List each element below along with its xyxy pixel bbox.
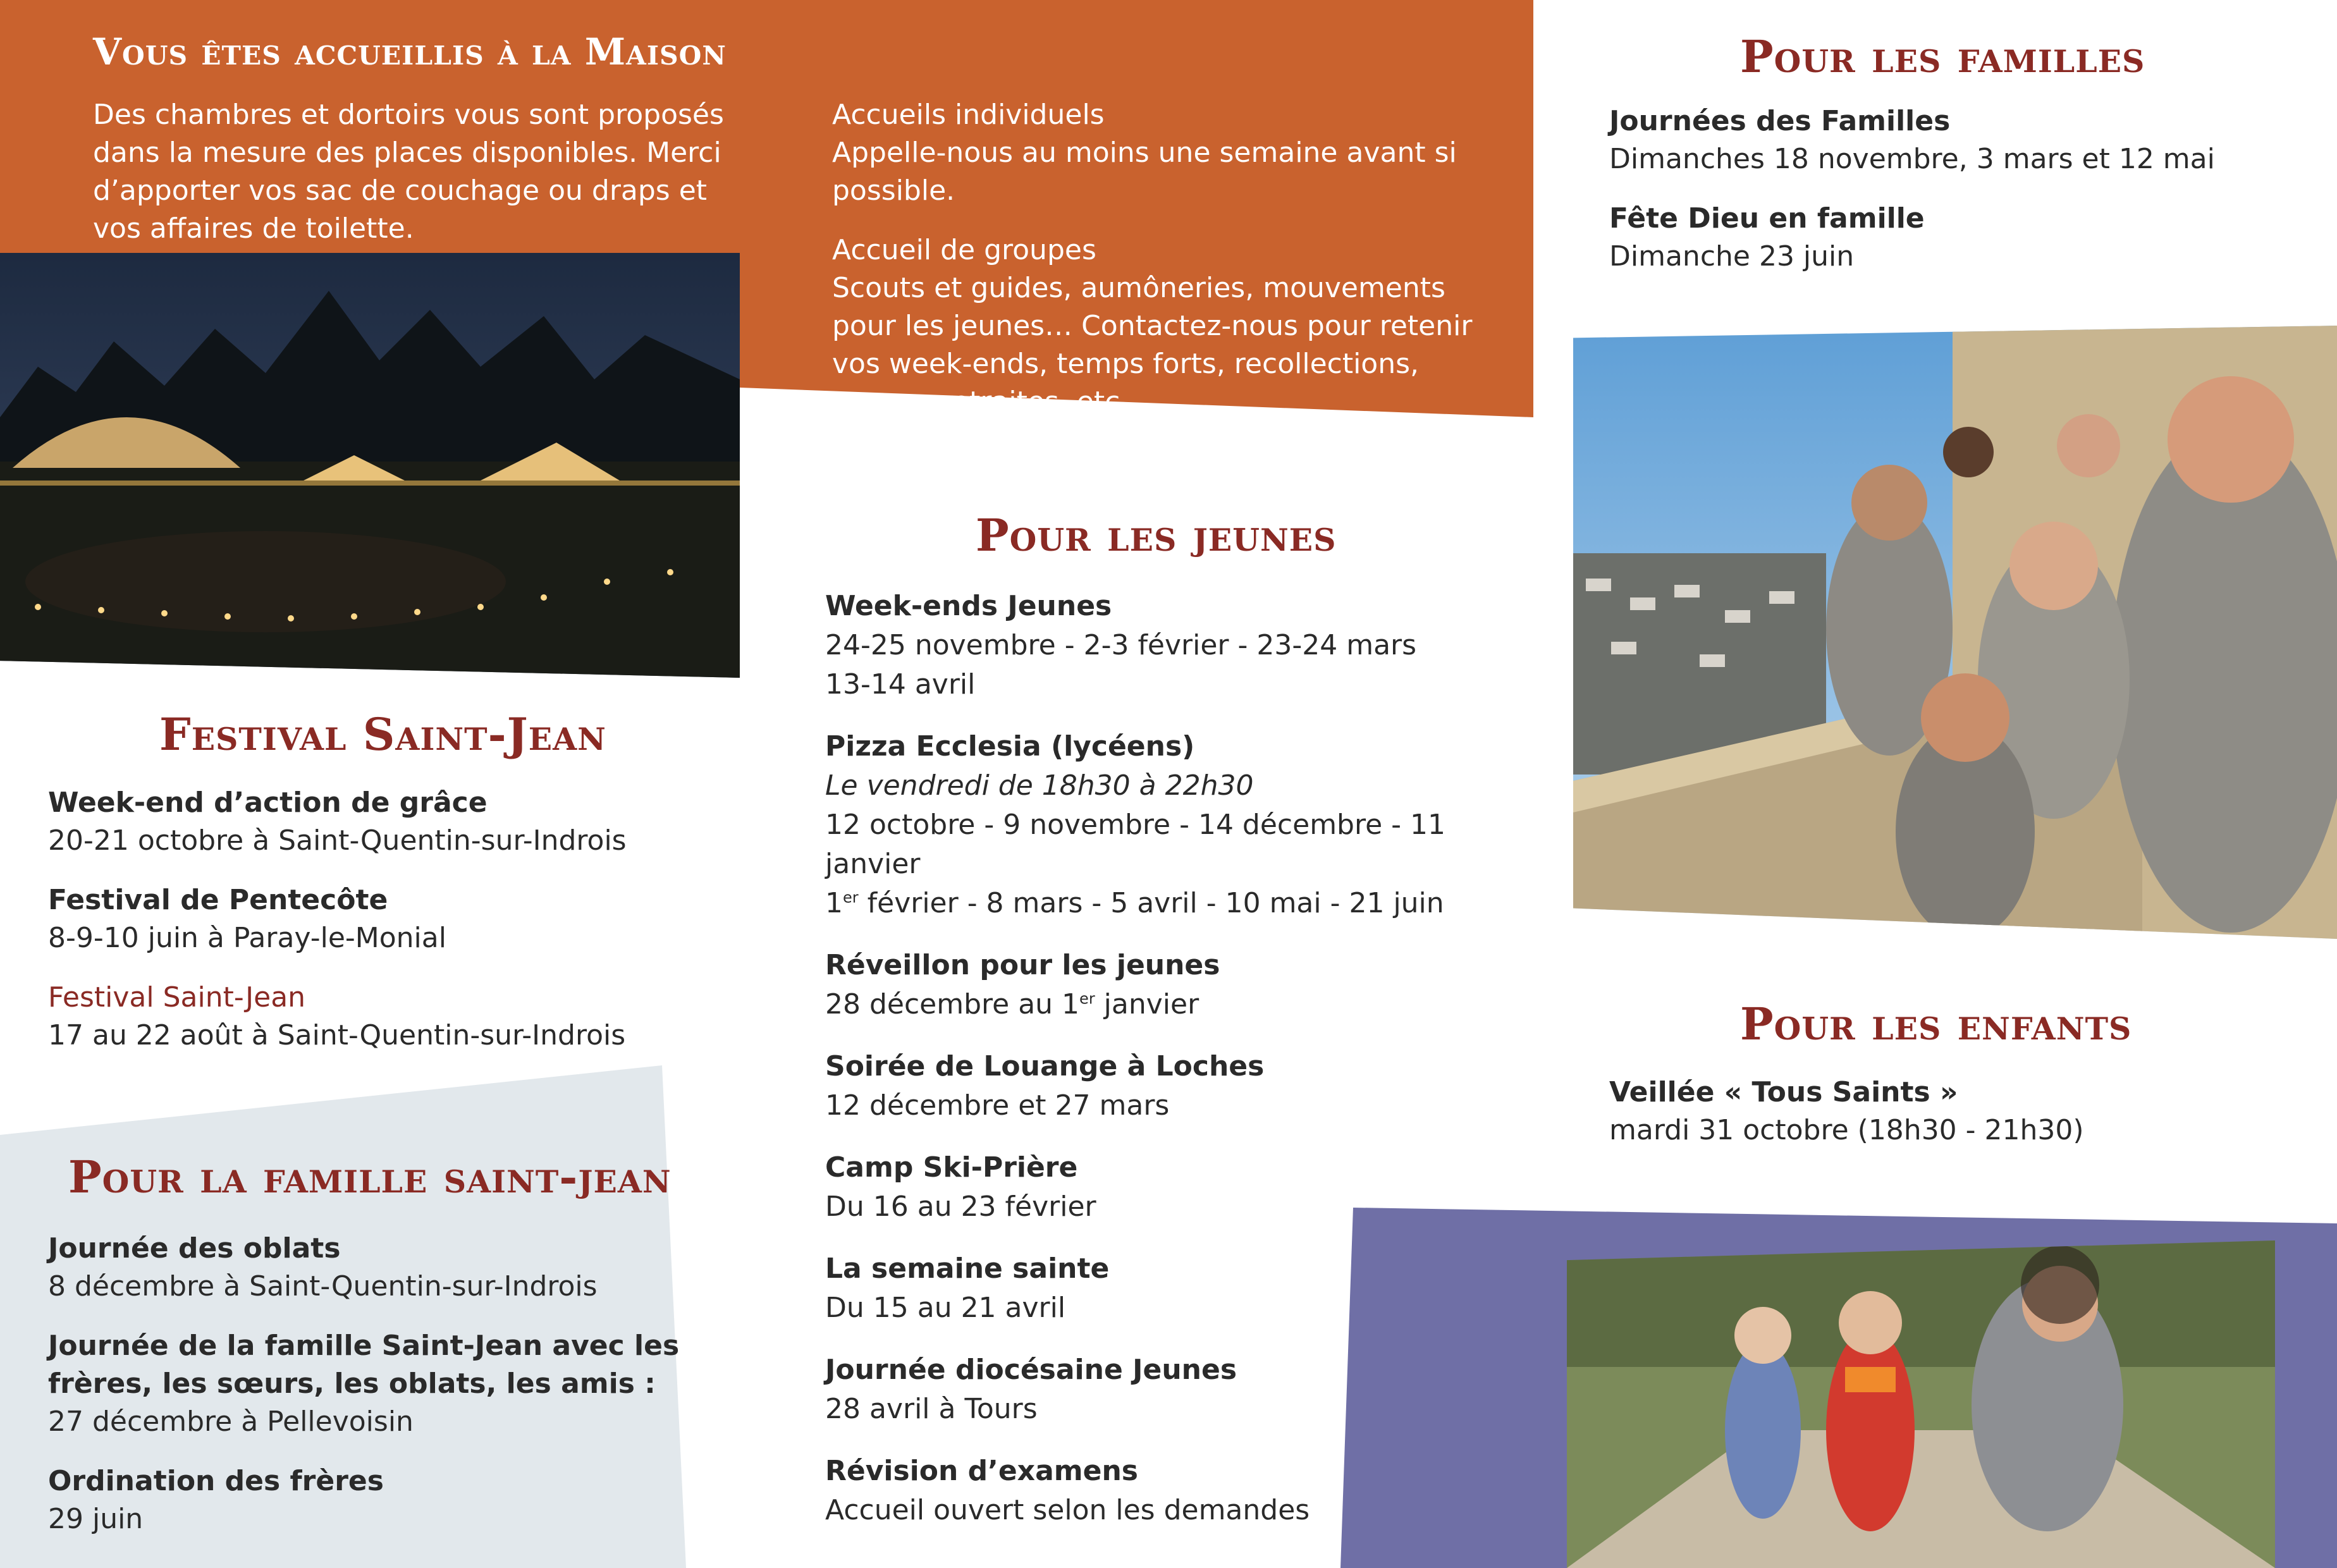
children-photo (1567, 1240, 2275, 1568)
famille-sj-item-title: Journée de la famille Saint-Jean avec les frères, les sœurs, les oblats, les amis : (48, 1330, 680, 1400)
enfants-title: Pour les enfants (1740, 998, 2132, 1050)
festival-list (48, 784, 712, 1076)
maison-body: Des chambres et dortoirs vous sont proposés dans la mesure des places disponibles. Merci d’apporter vos sac de couchage ou draps et vos affaires de toilette. (93, 99, 724, 245)
familles-item-text: Dimanches 18 novembre, 3 mars et 12 mai (1609, 143, 2215, 175)
jeunes-item-text: Accueil ouvert selon les demandes (825, 1494, 1310, 1526)
famille-sj-item-text: 27 décembre à Pellevoisin (48, 1406, 414, 1438)
jeunes-item-text: 28 avril à Tours (825, 1393, 1038, 1425)
familles-item (1609, 102, 2305, 178)
festival-item-title: Week-end d’action de grâce (48, 787, 488, 819)
jeunes-item-text: 28 décembre au 1er janvier (825, 988, 1199, 1020)
jeunes-item-weekends (825, 587, 1521, 704)
jeunes-item-revision (825, 1452, 1521, 1530)
jeunes-list (825, 587, 1521, 1530)
jeunes-item-reveillon (825, 946, 1521, 1024)
festival-item-text: 17 au 22 août à Saint-Quentin-sur-Indrois (48, 1019, 626, 1051)
jeunes-item-title: Week-ends Jeunes (825, 590, 1112, 622)
individuels-title: Accueils individuels (832, 99, 1105, 131)
jeunes-item-text: 12 décembre et 27 mars (825, 1089, 1170, 1122)
jeunes-item-text: 12 octobre - 9 novembre - 14 décembre - 11 janvier (825, 809, 1446, 880)
famille-sj-title: Pour la famille saint-jean (68, 1151, 672, 1203)
jeunes-item-title: Pizza Ecclesia (lycéens) (825, 730, 1195, 763)
friars-photo (1573, 326, 2337, 939)
jeunes-title: Pour les jeunes (976, 509, 1337, 561)
jeunes-item-pizza (825, 727, 1521, 923)
jeunes-item-text: Du 15 au 21 avril (825, 1292, 1066, 1324)
festival-title: Festival Saint-Jean (159, 708, 606, 761)
individuels-text: Appelle-nous au moins une semaine avant si possible. (832, 137, 1457, 207)
famille-sj-item-text: 29 juin (48, 1503, 144, 1535)
jeunes-item-semaine (825, 1249, 1521, 1328)
famille-sj-item (48, 1230, 699, 1306)
festival-item-text: 8-9-10 juin à Paray-le-Monial (48, 922, 446, 954)
festival-night-photo (0, 253, 740, 678)
jeunes-item-text: Du 16 au 23 février (825, 1191, 1096, 1223)
jeunes-item-text: 13-14 avril (825, 668, 976, 701)
enfants-item (1609, 1074, 2305, 1149)
jeunes-item-text: 1er février - 8 mars - 5 avril - 10 mai - 21 juin (825, 887, 1444, 919)
festival-item (48, 979, 712, 1055)
famille-sj-item-title: Ordination des frères (48, 1465, 384, 1497)
jeunes-item-title: Soirée de Louange à Loches (825, 1050, 1265, 1082)
groupes-text: Scouts et guides, aumôneries, mouvements pour les jeunes… Contactez-nous pour retenir vos week-ends, temps forts, recollections, camps, retraites, etc. (832, 272, 1473, 418)
jeunes-item-italic: Le vendredi de 18h30 à 22h30 (825, 769, 1254, 802)
festival-item (48, 784, 712, 860)
jeunes-item-ski (825, 1148, 1521, 1227)
famille-sj-item (48, 1327, 699, 1441)
familles-title: Pour les familles (1740, 30, 2145, 83)
familles-item (1609, 200, 2305, 276)
jeunes-item-text: 24-25 novembre - 2-3 février - 23-24 mars (825, 629, 1417, 661)
famille-sj-item-text: 8 décembre à Saint-Quentin-sur-Indrois (48, 1270, 598, 1302)
maison-right-column (832, 96, 1502, 421)
famille-sj-item (48, 1462, 699, 1538)
enfants-item-text: mardi 31 octobre (18h30 - 21h30) (1609, 1114, 2084, 1146)
jeunes-item-diocesaine (825, 1351, 1521, 1429)
jeunes-item-title: Journée diocésaine Jeunes (825, 1354, 1237, 1386)
familles-item-title: Fête Dieu en famille (1609, 202, 1925, 235)
familles-item-text: Dimanche 23 juin (1609, 240, 1855, 273)
enfants-list (1609, 1074, 2305, 1171)
famille-sj-item-title: Journée des oblats (48, 1232, 341, 1265)
familles-list (1609, 102, 2305, 297)
famille-sj-list (48, 1230, 699, 1560)
familles-item-title: Journées des Familles (1609, 105, 1951, 137)
festival-item-text: 20-21 octobre à Saint-Quentin-sur-Indrois (48, 824, 627, 857)
groupes-title: Accueil de groupes (832, 234, 1096, 266)
jeunes-item-louange (825, 1047, 1521, 1125)
enfants-item-title: Veillée « Tous Saints » (1609, 1076, 1958, 1108)
jeunes-item-title: La semaine sainte (825, 1253, 1110, 1285)
festival-item (48, 881, 712, 957)
jeunes-item-title: Révision d’examens (825, 1455, 1138, 1487)
festival-item-title: Festival Saint-Jean (48, 981, 306, 1014)
jeunes-item-title: Camp Ski-Prière (825, 1151, 1078, 1184)
festival-item-title: Festival de Pentecôte (48, 884, 388, 916)
maison-title: Vous êtes accueillis à la Maison (93, 30, 727, 73)
jeunes-item-title: Réveillon pour les jeunes (825, 949, 1220, 981)
